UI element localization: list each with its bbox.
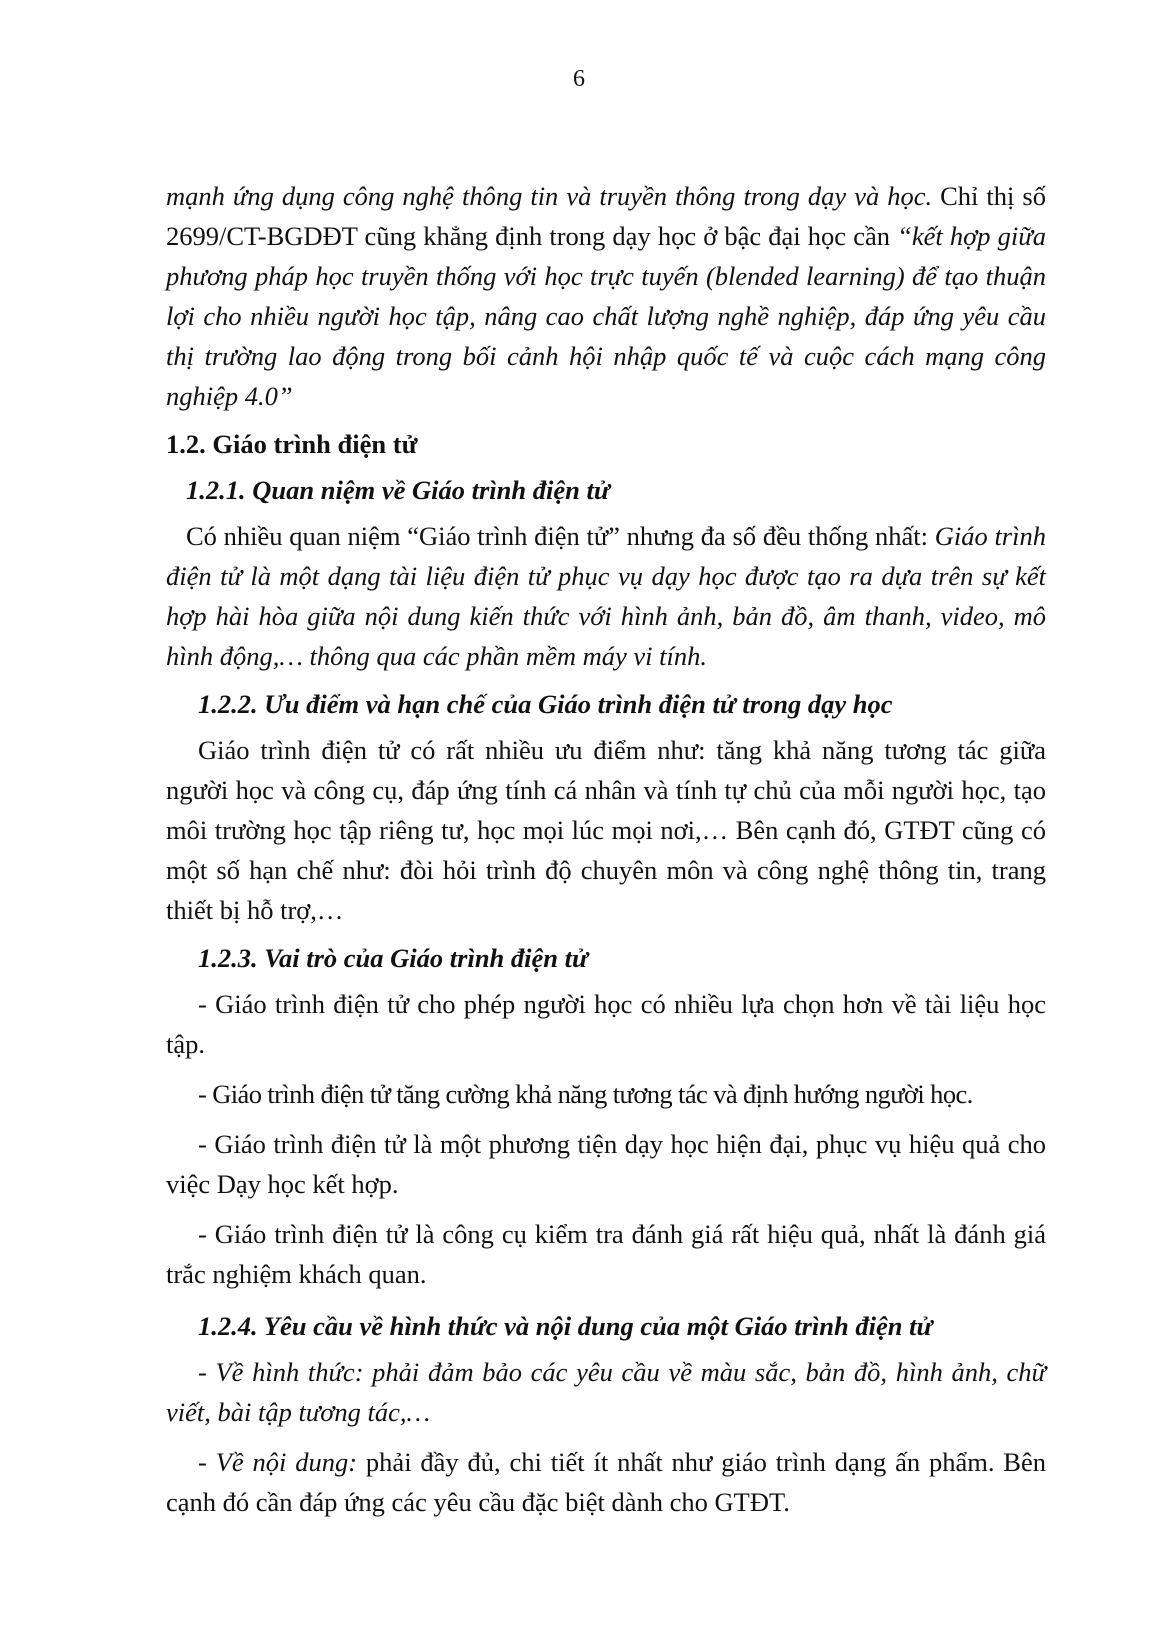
role-item-3: - Giáo trình điện tử là một phương tiện dạy học hiện đại, phục vụ hiệu quả cho việc Dạy học kết hợp. — [166, 1129, 1046, 1199]
paragraph-advantages: Giáo trình điện tử có rất nhiều ưu điểm như: tăng khả năng tương tác giữa người học và công cụ, đáp ứng tính cá nhân và tính tự chủ của mỗi người học, tạo môi trường học tập riêng tư, học mọi lúc mọi nơi,… Bên cạnh đó, GTĐT cũng có một số hạn chế như: đòi hỏi trình độ chuyên môn và công nghệ thông tin, trang thiết bị hỗ trợ,… — [166, 735, 1046, 925]
subsection-heading-1-2-1: 1.2.1. Quan niệm về Giáo trình điện tử — [186, 475, 610, 505]
definition-intro: Có nhiều quan niệm “Giáo trình điện tử” nhưng đa số đều thống nhất: — [186, 521, 935, 551]
subsection-heading-1-2-2: 1.2.2. Ưu điểm và hạn chế của Giáo trình điện tử trong dạy học — [198, 689, 893, 719]
requirement-content-text: phải đầy đủ, chi tiết ít nhất như giáo trình dạng ấn phẩm. Bên cạnh đó cần đáp ứng các yêu cầu đặc biệt dành cho GTĐT. — [166, 1447, 1046, 1517]
directive-quote: “kết hợp giữa phương pháp học truyền thống với học trực tuyến (blended learning) để tạo thuận lợi cho nhiều người học tập, nâng cao chất lượng nghề nghiệp, đáp ứng yêu cầu thị trường lao động trong bối cảnh hội nhập quốc tế và cuộc cách mạng công nghiệp 4.0” — [166, 221, 1046, 411]
subsection-heading-1-2-3: 1.2.3. Vai trò của Giáo trình điện tử — [198, 943, 588, 973]
requirement-content-label: - Về nội dung: — [198, 1447, 358, 1477]
section-heading-1-2: 1.2. Giáo trình điện tử — [166, 429, 418, 459]
requirement-content — [166, 1442, 1046, 1522]
page-body — [166, 176, 1046, 1522]
subsection-heading-1-2-4: 1.2.4. Yêu cầu về hình thức và nội dung của một Giáo trình điện tử — [198, 1311, 933, 1341]
role-item-1: - Giáo trình điện tử cho phép người học có nhiều lựa chọn hơn về tài liệu học tập. — [166, 989, 1046, 1059]
role-item-4: - Giáo trình điện tử là công cụ kiểm tra đánh giá rất hiệu quả, nhất là đánh giá trắc nghiệm khách quan. — [166, 1219, 1046, 1289]
role-item-2: - Giáo trình điện tử tăng cường khả năng tương tác và định hướng người học. — [198, 1079, 973, 1109]
requirement-form: - Về hình thức: phải đảm bảo các yêu cầu về màu sắc, bản đồ, hình ảnh, chữ viết, bài tập tương tác,… — [166, 1357, 1046, 1427]
definition-text: Giáo trình điện tử là một dạng tài liệu điện tử phục vụ dạy học được tạo ra dựa trên sự kết hợp hài hòa giữa nội dung kiến thức với hình ảnh, bản đồ, âm thanh, video, mô hình động,… thông qua các phần mềm máy vi tính. — [166, 521, 1046, 671]
page-number: 6 — [573, 66, 585, 92]
intro-italic-text: mạnh ứng dụng công nghệ thông tin và truyền thông trong dạy và học. — [166, 181, 933, 211]
paragraph-intro — [166, 176, 1046, 416]
intro-text: Chỉ thị số 2699/CT-BGDĐT cũng khẳng định trong dạy học ở bậc đại học cần — [166, 181, 1046, 251]
paragraph-definition — [166, 516, 1046, 676]
